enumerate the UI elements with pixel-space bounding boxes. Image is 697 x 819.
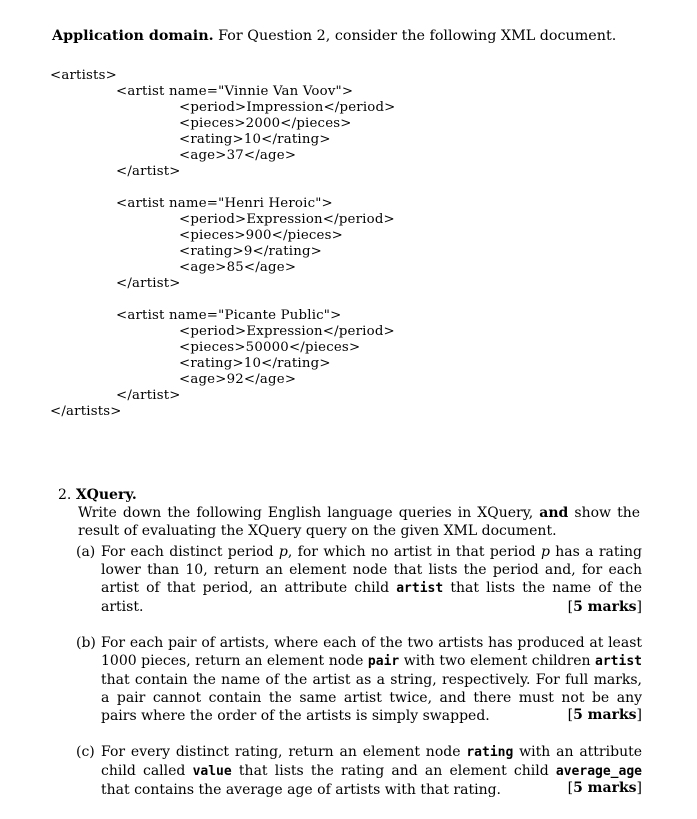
- code-term: rating: [466, 745, 514, 760]
- part-text-segment: with two element children: [399, 653, 596, 669]
- xml-line: <age>92</age>: [179, 372, 297, 387]
- part-text: [101, 634, 642, 725]
- part-text-segment: For each distinct period: [101, 544, 279, 560]
- part-text-segment: , for which no artist in that period: [287, 544, 541, 560]
- xml-line: <artist name="Picante Public">: [116, 308, 342, 323]
- part-text-segment: that contains the average age of artists with that rating.: [101, 782, 501, 798]
- xml-line: <rating>9</rating>: [179, 244, 323, 259]
- xml-line: </artist>: [116, 164, 181, 179]
- xml-line: <age>37</age>: [179, 148, 297, 163]
- part-text-segment: p: [540, 544, 550, 560]
- part-marks: [5 marks]: [567, 599, 642, 615]
- part-text: [101, 743, 642, 799]
- part-label: (c): [76, 744, 95, 760]
- xml-line: </artist>: [116, 276, 181, 291]
- question-part-c: [76, 743, 642, 799]
- xml-line: <rating>10</rating>: [179, 356, 331, 371]
- part-text-segment: that lists the rating and an element child: [231, 763, 556, 779]
- part-text-segment: that contain the name of the artist as a string, respectively. For full marks, a pair cannot contain the same artist twice, and there must not be any pairs where the order of the artists is simply swapped.: [101, 672, 642, 724]
- question-intro: [78, 504, 640, 540]
- part-text: [101, 543, 642, 616]
- code-term: average_age: [555, 764, 642, 779]
- code-term: pair: [367, 654, 400, 669]
- xml-line: <period>Expression</period>: [179, 324, 395, 339]
- part-text-segment: has a rating lower than 10, return an element node that lists the period and, for each artist of that period, an attribute child: [101, 544, 642, 596]
- part-label: (a): [76, 544, 96, 560]
- code-term: artist: [595, 654, 642, 669]
- xml-line: <age>85</age>: [179, 260, 297, 275]
- xml-line: <rating>10</rating>: [179, 132, 331, 147]
- question-intro-before: Write down the following English language queries in XQuery,: [78, 505, 540, 521]
- part-text-segment: that lists the name of the artist.: [101, 580, 643, 615]
- part-text-segment: For each pair of artists, where each of the two artists has produced at least 1000 pieces, return an element node: [101, 635, 642, 669]
- xml-line: <pieces>900</pieces>: [179, 228, 343, 243]
- question-part-a: [76, 543, 642, 616]
- question-number: 2.: [58, 487, 72, 503]
- xml-line: <period>Impression</period>: [179, 100, 396, 115]
- part-marks: [5 marks]: [567, 780, 642, 796]
- question-title: XQuery.: [75, 487, 137, 503]
- part-marks: [5 marks]: [567, 707, 642, 723]
- xml-line: <pieces>2000</pieces>: [179, 116, 352, 131]
- intro-line: [52, 28, 616, 44]
- question-heading: [58, 487, 137, 503]
- intro-label: Application domain.: [52, 28, 214, 44]
- xml-line: <artist name="Henri Heroic">: [116, 196, 333, 211]
- part-text-segment: For every distinct rating, return an element node: [101, 744, 467, 760]
- xml-line: <artists>: [50, 68, 117, 83]
- xml-line: <period>Expression</period>: [179, 212, 395, 227]
- xml-line: </artist>: [116, 388, 181, 403]
- xml-line: <artist name="Vinnie Van Voov">: [116, 84, 354, 99]
- question-intro-after: show the result of evaluating the XQuery query on the given XML document.: [78, 505, 640, 539]
- part-label: (b): [76, 635, 96, 651]
- question-intro-bold: and: [539, 505, 569, 521]
- xml-line: </artists>: [50, 404, 122, 419]
- part-text-segment: p: [278, 544, 288, 560]
- code-term: value: [192, 764, 232, 779]
- part-text-segment: with an attribute child called: [101, 744, 642, 779]
- code-term: artist: [396, 581, 444, 596]
- question-part-b: [76, 634, 642, 725]
- xml-line: <pieces>50000</pieces>: [179, 340, 361, 355]
- intro-text: For Question 2, consider the following XML document.: [213, 28, 617, 44]
